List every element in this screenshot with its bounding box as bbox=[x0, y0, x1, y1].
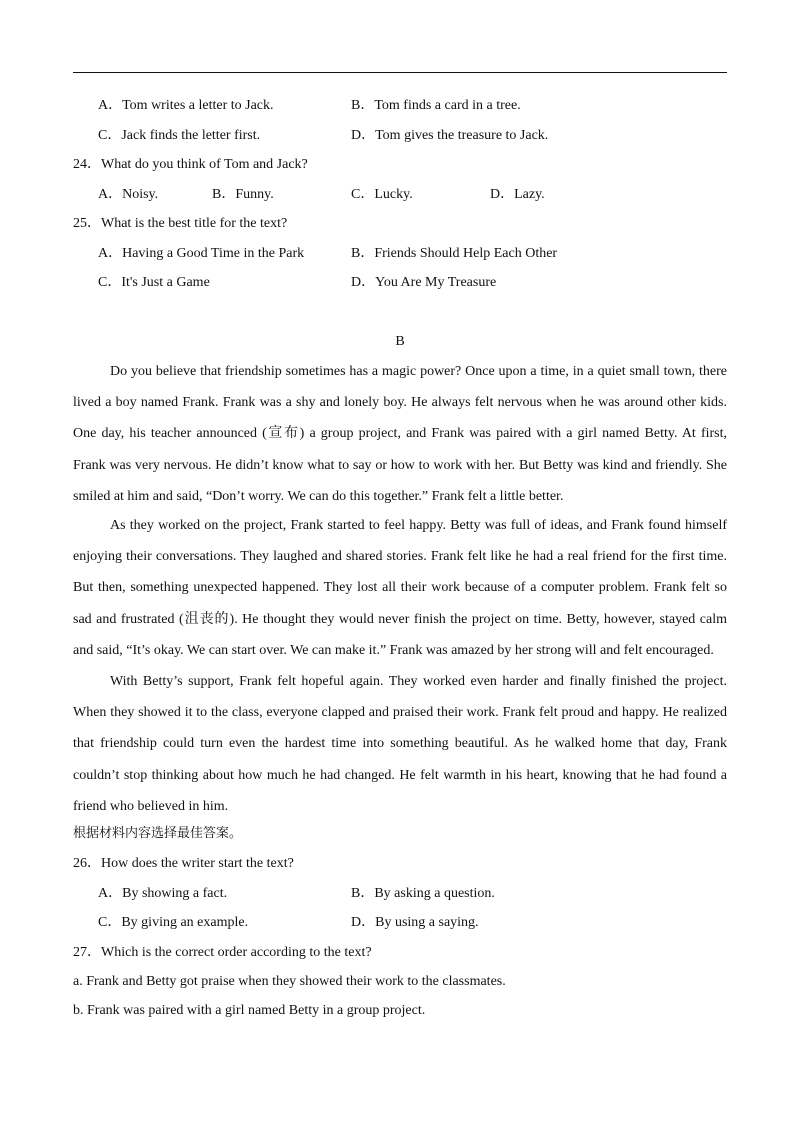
paragraph-3-text: With Betty’s support, Frank felt hopeful again. They worked even harder and finally finished the project. When they showed it to the class, everyone clapped and praised their work. Frank felt proud and happy. He realized that friendship could turn even the hardest time into something beautiful. As he walked home that day, Frank couldn’t stop thinking about how much he had changed. He felt warmth in his heart, knowing that he had found a friend who believed in him. bbox=[73, 674, 727, 814]
q25-option-c[interactable]: C．It's Just a Game bbox=[98, 275, 210, 290]
instruction-text: 根据材料内容选择最佳答案。 bbox=[73, 826, 243, 841]
passage-paragraph-3 bbox=[73, 666, 727, 822]
q24-option-c[interactable]: C．Lucky. bbox=[351, 187, 413, 202]
q23-option-b[interactable]: B．Tom finds a card in a tree. bbox=[351, 98, 521, 113]
q25-option-b[interactable]: B．Friends Should Help Each Other bbox=[351, 246, 558, 261]
q26-stem: 26．How does the writer start the text? bbox=[73, 856, 294, 871]
paragraph-1-text: Do you believe that friendship sometimes has a magic power? Once upon a time, in a quiet small town, there lived a boy named Frank. Frank was a shy and lonely boy. He always felt nervous when he was around other kids. One day, his teacher announced (宣布) a group project, and Frank was paired with a girl named Betty. At first, Frank was very nervous. He didn’t know what to say or how to work with her. But Betty was kind and friendly. She smiled at him and said, “Don’t worry. We can do this together.” Frank felt a little better. bbox=[73, 364, 727, 504]
section-heading: B bbox=[395, 334, 405, 349]
q27-stem: 27．Which is the correct order according to the text? bbox=[73, 945, 372, 960]
q23-option-a[interactable]: A．Tom writes a letter to Jack. bbox=[98, 98, 274, 113]
paragraph-2-text: As they worked on the project, Frank started to feel happy. Betty was full of ideas, and Frank found himself enjoying their conversations. They laughed and shared stories. Frank felt like he had a real friend for the first time. But then, something unexpected happened. They lost all their work because of a computer problem. Frank felt so sad and frustrated (沮丧的). He thought they would never finish the project on time. Betty, however, stayed calm and said, “It’s okay. We can start over. We can make it.” Frank was amazed by her strong will and felt encouraged. bbox=[73, 518, 727, 658]
passage-paragraph-2 bbox=[73, 510, 727, 666]
q24-option-b[interactable]: B．Funny. bbox=[212, 187, 274, 202]
q26-option-b[interactable]: B．By asking a question. bbox=[351, 886, 495, 901]
q27-item-a: a. Frank and Betty got praise when they showed their work to the classmates. bbox=[73, 974, 506, 989]
q26-option-d[interactable]: D．By using a saying. bbox=[351, 915, 479, 930]
passage-paragraph-1 bbox=[73, 356, 727, 512]
q27-item-b: b. Frank was paired with a girl named Betty in a group project. bbox=[73, 1003, 426, 1018]
q23-option-d[interactable]: D．Tom gives the treasure to Jack. bbox=[351, 128, 549, 143]
q24-option-d[interactable]: D．Lazy. bbox=[490, 187, 545, 202]
q25-option-d[interactable]: D．You Are My Treasure bbox=[351, 275, 497, 290]
q26-option-c[interactable]: C．By giving an example. bbox=[98, 915, 249, 930]
q24-option-a[interactable]: A．Noisy. bbox=[98, 187, 159, 202]
q24-stem: 24．What do you think of Tom and Jack? bbox=[73, 157, 308, 172]
q25-stem: 25．What is the best title for the text? bbox=[73, 216, 288, 231]
top-rule bbox=[73, 72, 727, 73]
q25-option-a[interactable]: A．Having a Good Time in the Park bbox=[98, 246, 305, 261]
q26-option-a[interactable]: A．By showing a fact. bbox=[98, 886, 228, 901]
q23-option-c[interactable]: C．Jack finds the letter first. bbox=[98, 128, 261, 143]
